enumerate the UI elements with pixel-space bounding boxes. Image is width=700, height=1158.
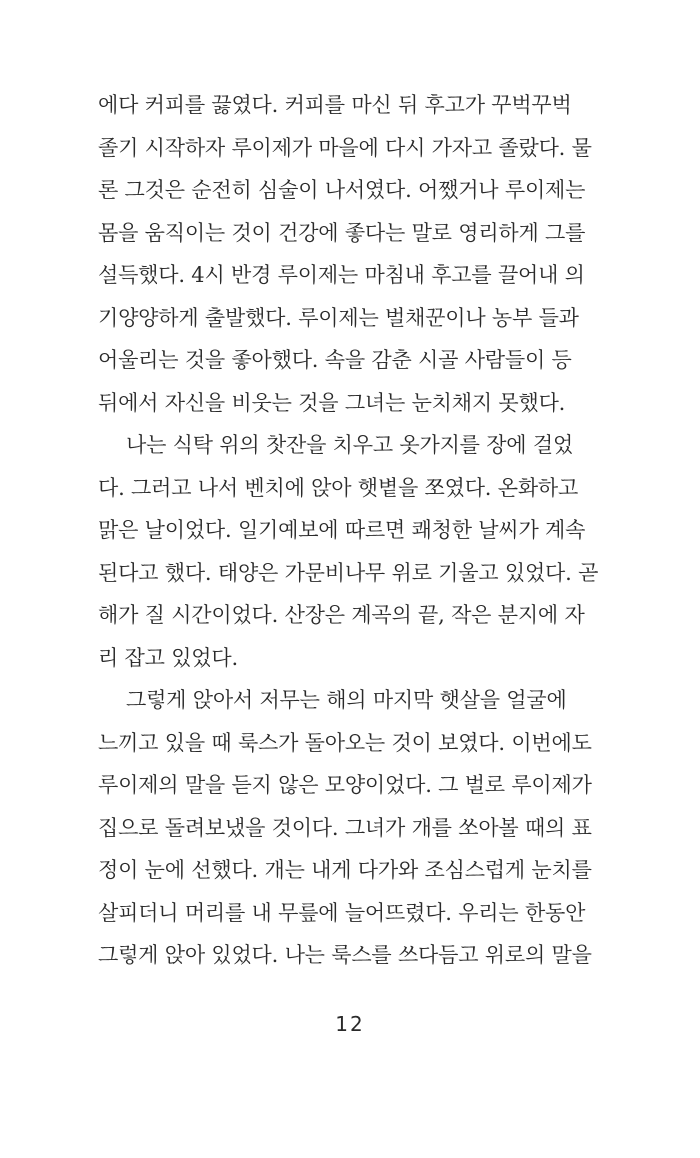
text-line: 살피더니 머리를 내 무릎에 늘어뜨렸다. 우리는 한동안 <box>98 900 586 925</box>
page-number: 12 <box>335 1012 365 1036</box>
text-line: 리 잡고 있었다. <box>98 645 238 670</box>
text-line: 론 그것은 순전히 심술이 나서였다. 어쨌거나 루이제는 <box>98 178 586 202</box>
text-line: 해가 질 시간이었다. 산장은 계곡의 끝, 작은 분지에 자 <box>98 603 585 627</box>
text-line: 에다 커피를 끓였다. 커피를 마신 뒤 후고가 꾸벅꾸벅 <box>98 93 572 117</box>
text-line: 다. 그러고 나서 벤치에 앉아 햇볕을 쪼였다. 온화하고 <box>98 475 579 500</box>
text-line: 설득했다. 4시 반경 루이제는 마침내 후고를 끌어내 의 <box>98 263 585 287</box>
text-line: 졸기 시작하자 루이제가 마을에 다시 가자고 졸랐다. 물 <box>98 135 592 160</box>
text-line: 기양양하게 출발했다. 루이제는 벌채꾼이나 농부 들과 <box>98 305 579 330</box>
body-text <box>98 84 618 977</box>
text-line: 집으로 돌려보냈을 것이다. 그녀가 개를 쏘아볼 때의 표 <box>98 815 592 840</box>
text-line: 그렇게 앉아 있었다. 나는 룩스를 쓰다듬고 위로의 말을 <box>98 943 592 967</box>
text-line: 뒤에서 자신을 비웃는 것을 그녀는 눈치채지 못했다. <box>98 390 566 415</box>
text-line: 된다고 했다. 태양은 가문비나무 위로 기울고 있었다. 곧 <box>98 560 599 585</box>
text-line: 느끼고 있을 때 룩스가 돌아오는 것이 보였다. 이번에도 <box>98 730 592 755</box>
paragraph-start-line: 나는 식탁 위의 찻잔을 치우고 옷가지를 장에 걸었 <box>126 433 574 457</box>
text-line: 어울리는 것을 좋아했다. 속을 감춘 시골 사람들이 등 <box>98 348 572 372</box>
text-line: 정이 눈에 선했다. 개는 내게 다가와 조심스럽게 눈치를 <box>98 858 592 882</box>
text-line: 루이제의 말을 듣지 않은 모양이었다. 그 벌로 루이제가 <box>98 773 592 797</box>
paragraph-start-line: 그렇게 앉아서 저무는 해의 마지막 햇살을 얼굴에 <box>126 688 567 712</box>
text-line: 몸을 움직이는 것이 건강에 좋다는 말로 영리하게 그를 <box>98 220 586 245</box>
text-line: 맑은 날이었다. 일기예보에 따르면 쾌청한 날씨가 계속 <box>98 518 586 542</box>
